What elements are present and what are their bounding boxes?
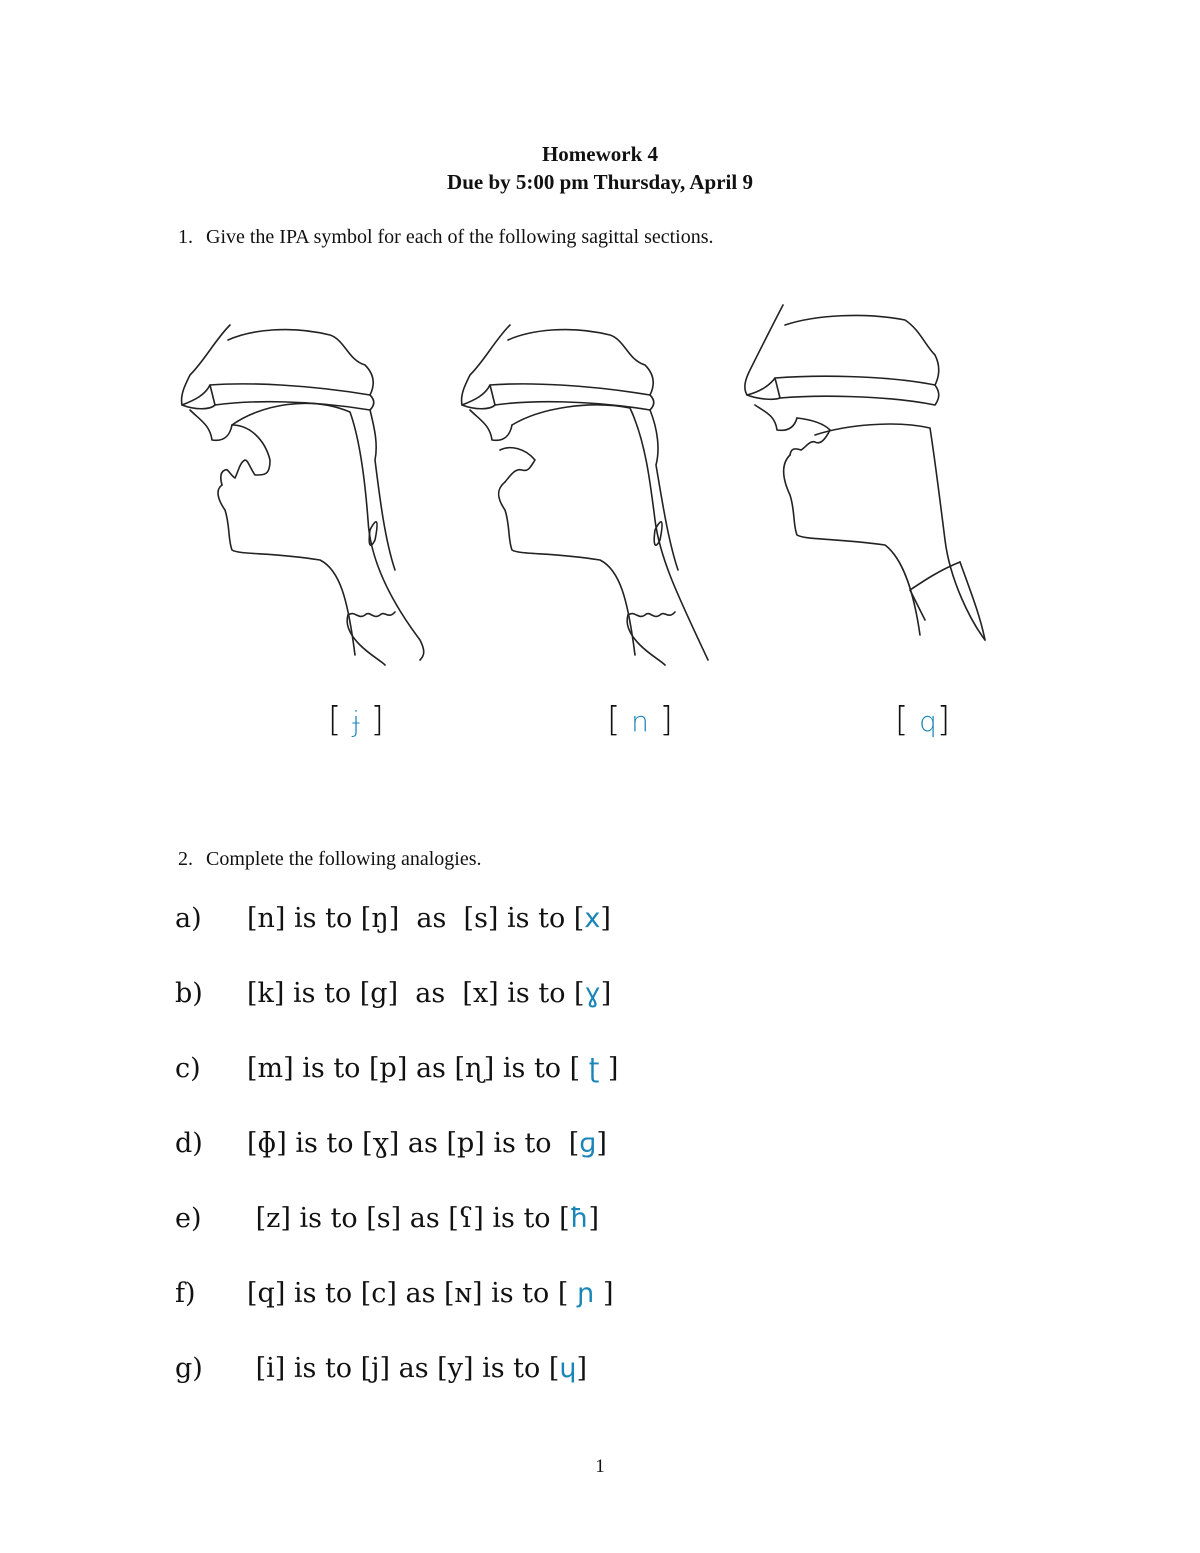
answer-bracket-3: [ q] (895, 700, 951, 740)
document-title (0, 140, 1200, 196)
analogy-answer: ɣ (584, 978, 601, 1009)
question-2 (178, 848, 482, 871)
answer-3: q (919, 705, 937, 738)
analogy-answer: ʈ (588, 1053, 600, 1084)
analogy-f (175, 1278, 614, 1309)
analogy-c (175, 1053, 618, 1084)
analogy-text: [k] is to [g] as [x] is to [ (247, 978, 585, 1009)
answer-bracket-1: [ ɉ ] (328, 700, 384, 740)
question-1-prompt: Give the IPA symbol for each of the following sagittal sections. (206, 226, 714, 248)
analogy-answer: ɥ (559, 1353, 577, 1384)
analogy-e (175, 1203, 599, 1234)
analogy-label: f) (175, 1278, 196, 1309)
analogy-answer: x (584, 903, 601, 934)
analogy-answer: ħ (569, 1203, 589, 1234)
analogy-close: ] (588, 1203, 599, 1234)
analogy-close: ] (596, 1128, 607, 1159)
page-number: 1 (595, 1456, 605, 1477)
analogy-a (175, 903, 611, 934)
analogy-text: [n] is to [ŋ] as [s] is to [ (247, 903, 585, 934)
analogy-text: [ɸ] is to [ɣ] as [p] is to [ (247, 1128, 580, 1159)
analogy-label: a) (175, 903, 202, 934)
analogy-close: ] (600, 978, 612, 1009)
analogy-answer: ɡ (579, 1128, 597, 1159)
answer-bracket-2: [ n ] (607, 700, 673, 740)
analogy-label: e) (175, 1203, 202, 1234)
analogy-g (175, 1353, 587, 1384)
analogy-label: g) (175, 1353, 203, 1384)
question-2-prompt: Complete the following analogies. (206, 848, 482, 870)
sagittal-section-1 (170, 300, 460, 680)
analogy-close: ] (576, 1353, 588, 1384)
analogy-close: ] (599, 1053, 619, 1084)
analogy-text: [q] is to [c] as [ɴ] is to [ (247, 1278, 577, 1309)
question-1 (178, 226, 714, 249)
analogy-text: [m] is to [p] as [ɳ] is to [ (247, 1053, 589, 1084)
analogy-answer: ɲ (576, 1278, 595, 1309)
analogy-close: ] (594, 1278, 614, 1309)
answer-1: ɉ (352, 705, 360, 738)
answer-2: n (631, 705, 649, 738)
question-1-number: 1. (178, 226, 193, 248)
analogy-close: ] (600, 903, 611, 934)
sagittal-section-2 (450, 300, 740, 680)
sagittal-section-3 (735, 300, 1025, 680)
analogy-text: [z] is to [s] as [ʕ] is to [ (247, 1203, 570, 1234)
analogy-d (175, 1128, 607, 1159)
question-2-number: 2. (178, 848, 193, 870)
analogy-label: c) (175, 1053, 201, 1084)
due-date: Due by 5:00 pm Thursday, April 9 (447, 170, 753, 194)
homework-title: Homework 4 (541, 142, 659, 166)
analogy-label: d) (175, 1128, 203, 1159)
analogy-text: [i] is to [j] as [y] is to [ (247, 1353, 560, 1384)
analogy-label: b) (175, 978, 203, 1009)
analogy-b (175, 978, 611, 1009)
